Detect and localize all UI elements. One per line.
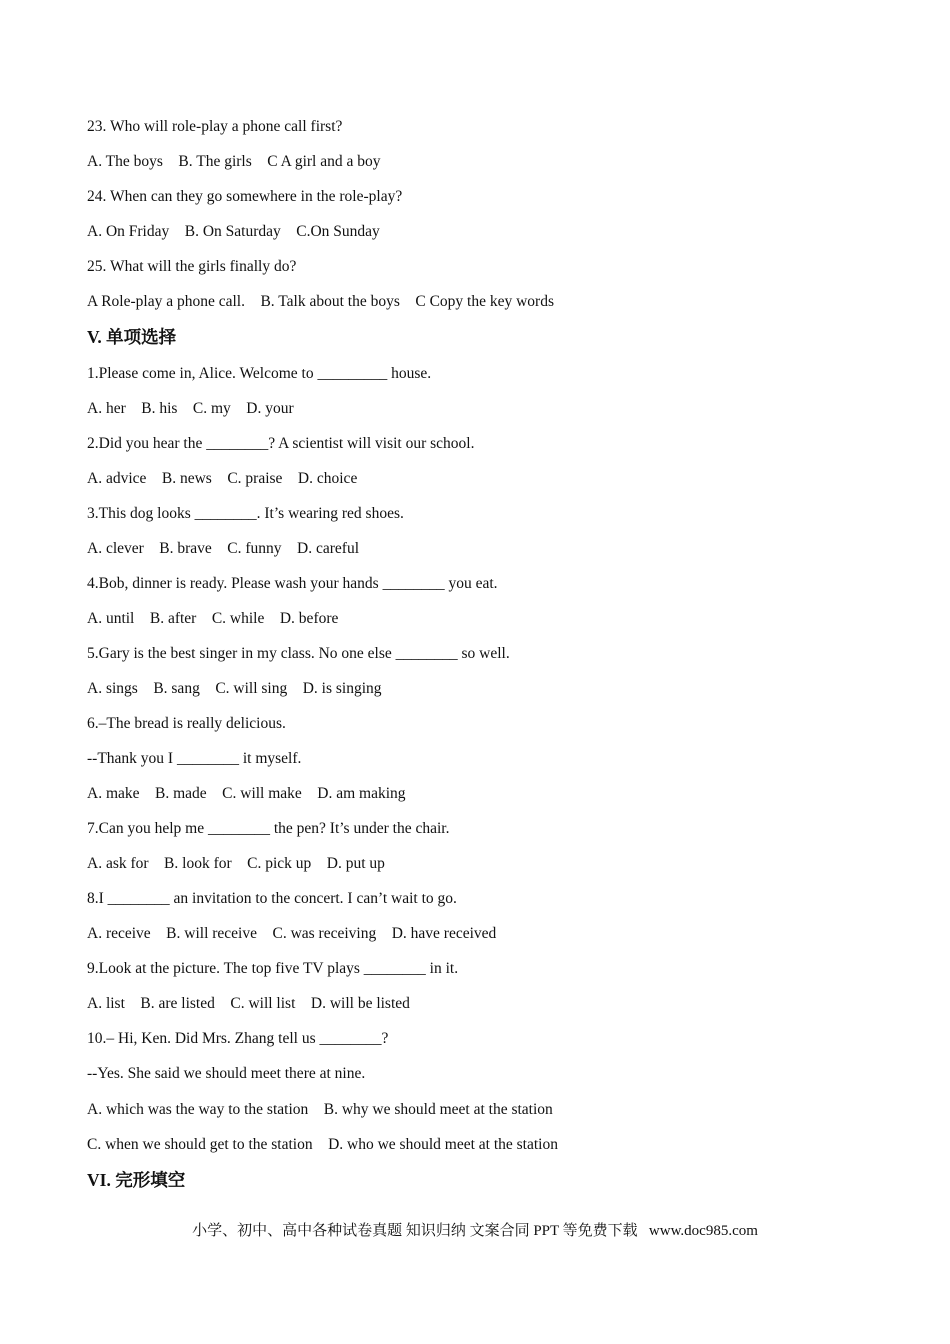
mc-question-6: 6.–The bread is really delicious. [87, 715, 286, 732]
mc-options-7: A. ask for B. look for C. pick up D. put up [87, 855, 385, 872]
mc-question-2: 2.Did you hear the ________? A scientist will visit our school. [87, 435, 475, 452]
mc-options-10-cd: C. when we should get to the station D. who we should meet at the station [87, 1136, 558, 1153]
question-24-options: A. On Friday B. On Saturday C.On Sunday [87, 223, 380, 240]
mc-question-10: 10.– Hi, Ken. Did Mrs. Zhang tell us ________? [87, 1030, 389, 1047]
mc-options-9: A. list B. are listed C. will list D. will be listed [87, 995, 410, 1012]
mc-question-1: 1.Please come in, Alice. Welcome to _________ house. [87, 365, 432, 382]
mc-question-7: 7.Can you help me ________ the pen? It’s under the chair. [87, 820, 450, 837]
mc-options-10-ab: A. which was the way to the station B. why we should meet at the station [87, 1101, 553, 1118]
question-25-options: A Role-play a phone call. B. Talk about the boys C Copy the key words [87, 293, 555, 310]
question-23: 23. Who will role-play a phone call first? [87, 118, 343, 135]
mc-question-9: 9.Look at the picture. The top five TV plays ________ in it. [87, 960, 459, 977]
mc-options-1: A. her B. his C. my D. your [87, 400, 294, 417]
mc-options-8: A. receive B. will receive C. was receiving D. have received [87, 925, 497, 942]
section-6-heading: VI. 完形填空 [87, 1170, 186, 1190]
mc-question-5: 5.Gary is the best singer in my class. No one else ________ so well. [87, 645, 510, 662]
question-24: 24. When can they go somewhere in the role-play? [87, 188, 403, 205]
question-23-options: A. The boys B. The girls C A girl and a boy [87, 153, 381, 170]
page-footer: 小学、初中、高中各种试卷真题 知识归纳 文案合同 PPT 等免费下载 www.doc985.com [192, 1223, 758, 1239]
mc-options-4: A. until B. after C. while D. before [87, 610, 339, 627]
mc-options-2: A. advice B. news C. praise D. choice [87, 470, 358, 487]
mc-question-6-reply: --Thank you I ________ it myself. [87, 750, 302, 767]
section-5-heading: V. 单项选择 [87, 327, 177, 347]
mc-options-5: A. sings B. sang C. will sing D. is singing [87, 680, 382, 697]
mc-question-10-reply: --Yes. She said we should meet there at nine. [87, 1065, 366, 1082]
mc-question-4: 4.Bob, dinner is ready. Please wash your hands ________ you eat. [87, 575, 498, 592]
mc-options-6: A. make B. made C. will make D. am making [87, 785, 406, 802]
mc-question-3: 3.This dog looks ________. It’s wearing red shoes. [87, 505, 404, 522]
question-25: 25. What will the girls finally do? [87, 258, 297, 275]
mc-question-8: 8.I ________ an invitation to the concert. I can’t wait to go. [87, 890, 457, 907]
mc-options-3: A. clever B. brave C. funny D. careful [87, 540, 360, 557]
